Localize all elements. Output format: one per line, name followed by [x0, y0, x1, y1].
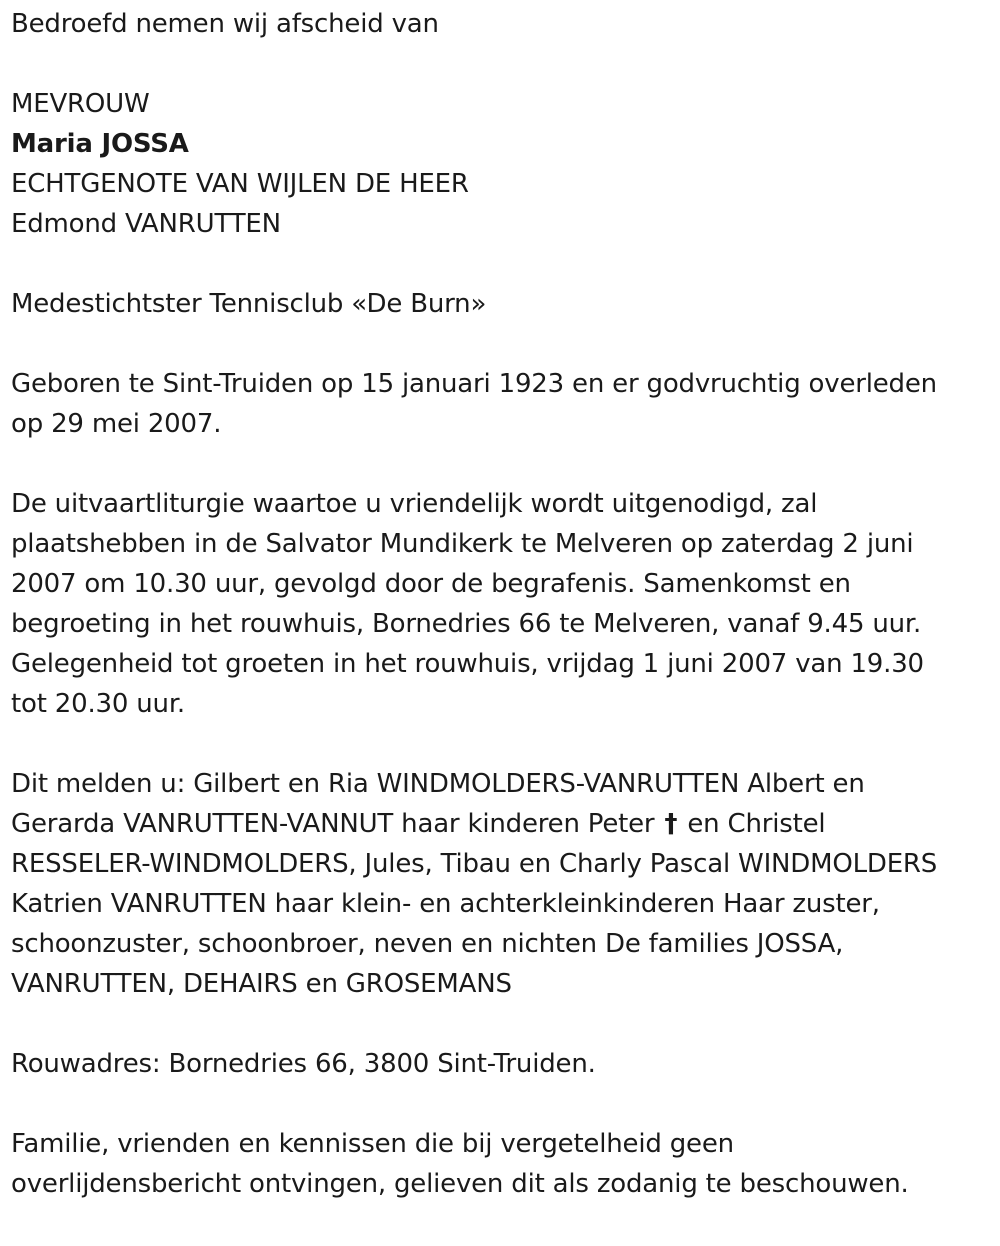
spacer [11, 1004, 988, 1044]
birth-death-line: Geboren te Sint-Truiden op 15 januari 1923 en er godvruchtig overleden [11, 369, 937, 399]
birth-death-paragraph [11, 364, 988, 444]
announcers-line [11, 804, 988, 844]
spacer [11, 324, 988, 364]
role-text: Medestichtster Tennisclub «De Burn» [11, 289, 487, 319]
spacer [11, 724, 988, 764]
deceased-name: Maria JOSSA [11, 129, 189, 159]
spacer [11, 44, 988, 84]
announcers-line: VANRUTTEN, DEHAIRS en GROSEMANS [11, 969, 512, 999]
announcers-line: schoonzuster, schoonbroer, neven en nichten De families JOSSA, [11, 929, 844, 959]
title-prefix: MEVROUW [11, 89, 150, 119]
birth-death-line: op 29 mei 2007. [11, 409, 222, 439]
funeral-paragraph [11, 484, 988, 724]
announcers-text: en Christel [687, 809, 826, 839]
funeral-line: begroeting in het rouwhuis, Bornedries 66 te Melveren, vanaf 9.45 uur. [11, 609, 922, 639]
spouse-name: Edmond VANRUTTEN [11, 209, 281, 239]
spacer [11, 244, 988, 284]
intro-text: Bedroefd nemen wij afscheid van [11, 9, 439, 39]
spacer [11, 1084, 988, 1124]
announcers-line: Dit melden u: Gilbert en Ria WINDMOLDERS-VANRUTTEN Albert en [11, 769, 865, 799]
funeral-line: De uitvaartliturgie waartoe u vriendelijk wordt uitgenodigd, zal [11, 489, 818, 519]
announcers-line: RESSELER-WINDMOLDERS, Jules, Tibau en Charly Pascal WINDMOLDERS [11, 849, 938, 879]
funeral-line: plaatshebben in de Salvator Mundikerk te Melveren op zaterdag 2 juni [11, 529, 914, 559]
closing-line: Familie, vrienden en kennissen die bij vergetelheid geen [11, 1129, 734, 1159]
spouse-line: ECHTGENOTE VAN WIJLEN DE HEER [11, 169, 469, 199]
funeral-line: 2007 om 10.30 uur, gevolgd door de begrafenis. Samenkomst en [11, 569, 851, 599]
funeral-line: Gelegenheid tot groeten in het rouwhuis, vrijdag 1 juni 2007 van 19.30 [11, 649, 924, 679]
announcers-text: Gerarda VANRUTTEN-VANNUT haar kinderen Peter [11, 809, 655, 839]
closing-line: overlijdensbericht ontvingen, gelieven dit als zodanig te beschouwen. [11, 1169, 909, 1199]
closing-paragraph [11, 1124, 988, 1204]
cross-icon: † [664, 809, 678, 839]
announcers-paragraph [11, 764, 988, 1004]
announcers-line: Katrien VANRUTTEN haar klein- en achterkleinkinderen Haar zuster, [11, 889, 880, 919]
funeral-line: tot 20.30 uur. [11, 689, 185, 719]
spacer [11, 444, 988, 484]
mourning-address: Rouwadres: Bornedries 66, 3800 Sint-Truiden. [11, 1049, 596, 1079]
